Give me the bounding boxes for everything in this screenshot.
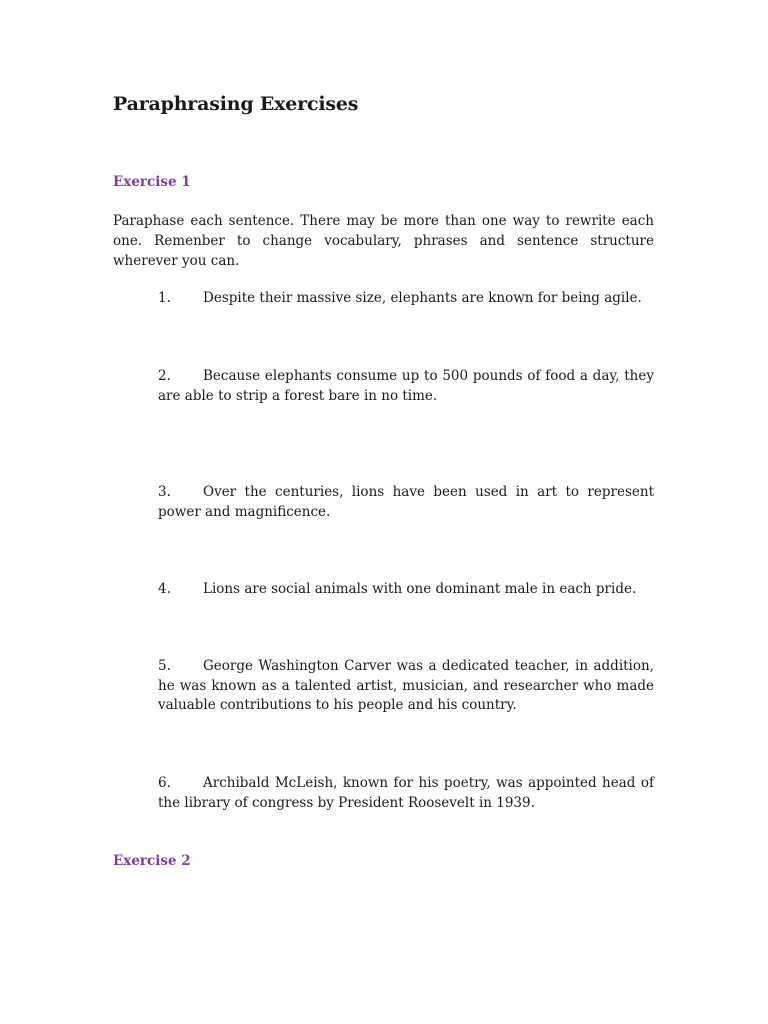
item-text: Despite their massive size, elephants are known for being agile. xyxy=(203,290,642,306)
exercise-item-1 xyxy=(158,289,654,309)
item-number: 5. xyxy=(158,658,171,674)
exercise-item-5 xyxy=(158,657,654,716)
item-text: Archibald McLeish, known for his poetry, was appointed head of the library of congress by President Roosevelt in 1939. xyxy=(158,775,654,811)
item-number: 2. xyxy=(158,368,171,384)
exercise-item-3 xyxy=(158,483,654,522)
item-text: George Washington Carver was a dedicated teacher, in addition, he was known as a talented artist, musician, and researcher who made valuable contributions to his people and his country. xyxy=(158,658,654,713)
page-title: Paraphrasing Exercises xyxy=(113,93,359,115)
item-number: 1. xyxy=(158,290,171,306)
item-number: 6. xyxy=(158,775,171,791)
item-text: Because elephants consume up to 500 pounds of food a day, they are able to strip a forest bare in no time. xyxy=(158,368,654,404)
item-number: 3. xyxy=(158,484,171,500)
item-text: Lions are social animals with one dominant male in each pride. xyxy=(203,581,637,597)
exercise-2-heading: Exercise 2 xyxy=(113,853,191,869)
exercise-item-6 xyxy=(158,774,654,813)
exercise-1-instructions: Paraphase each sentence. There may be more than one way to rewrite each one. Remenber to change vocabulary, phrases and sentence structure wherever you can. xyxy=(113,213,654,269)
exercise-item-2 xyxy=(158,367,654,406)
item-number: 4. xyxy=(158,581,171,597)
exercise-item-4 xyxy=(158,580,654,600)
item-text: Over the centuries, lions have been used in art to represent power and magnificence. xyxy=(158,484,654,520)
exercise-1-heading: Exercise 1 xyxy=(113,174,191,190)
